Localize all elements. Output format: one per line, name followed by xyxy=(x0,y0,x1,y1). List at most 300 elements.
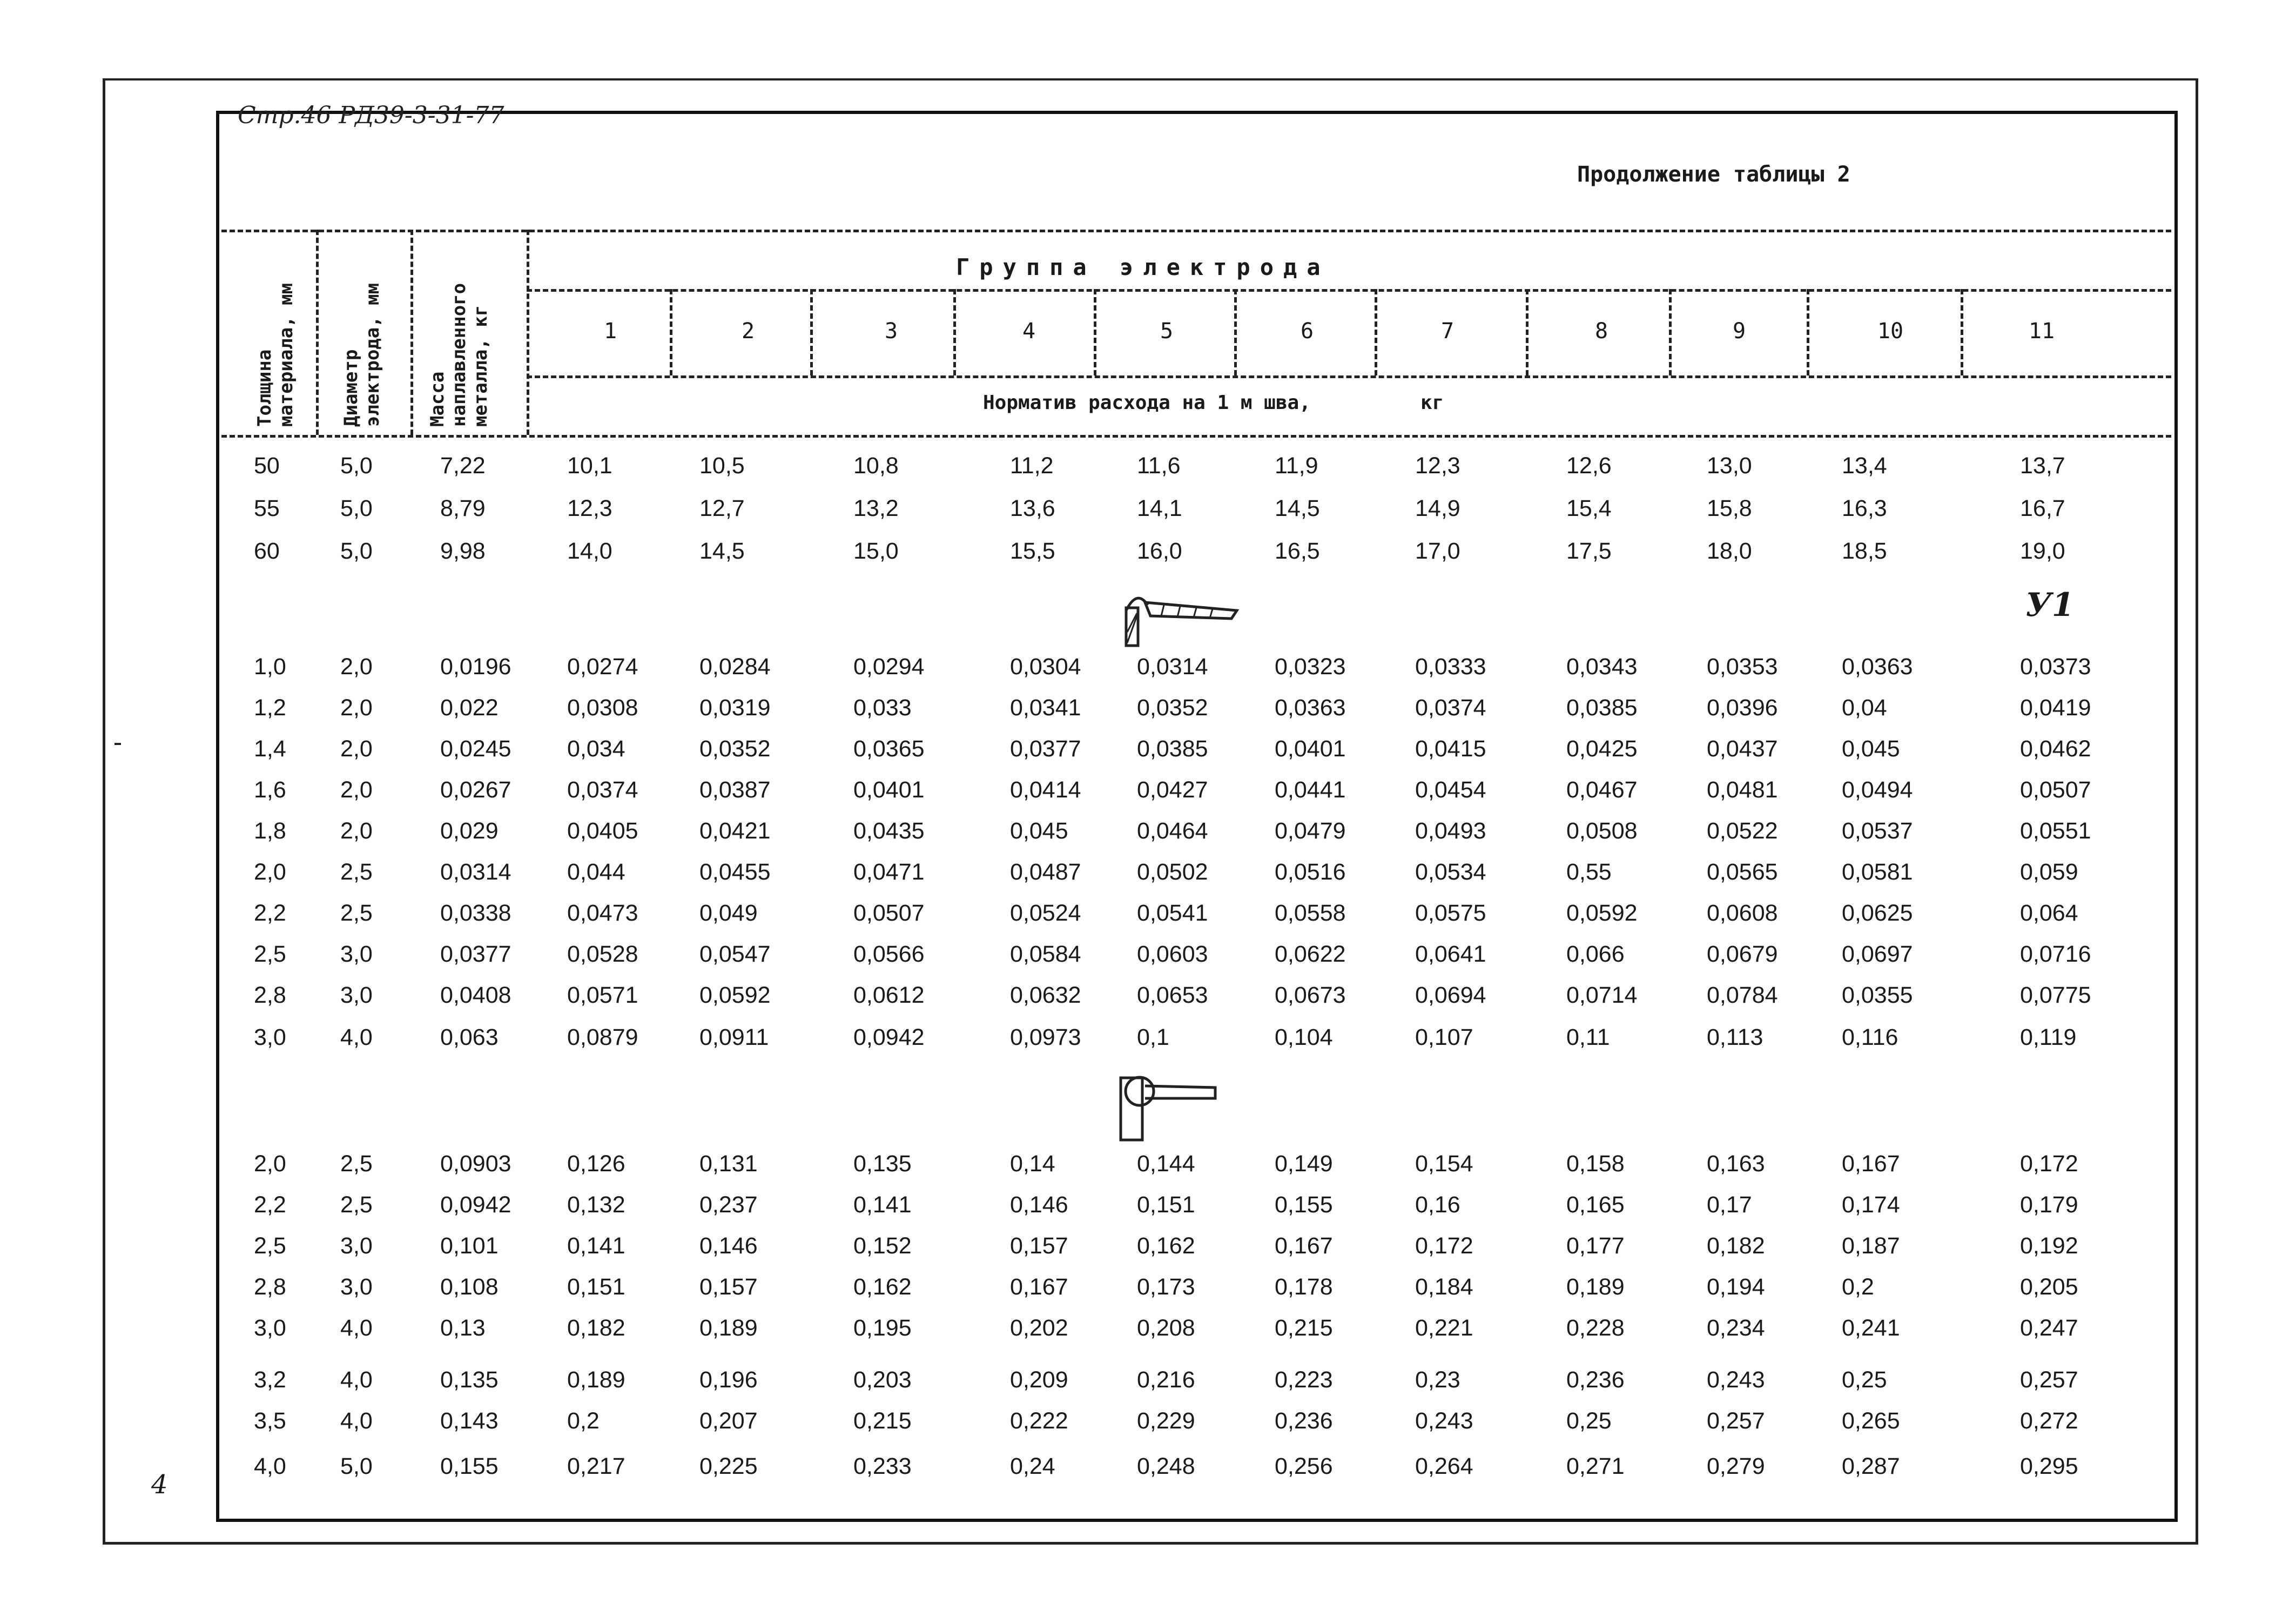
group-number: 9 xyxy=(1732,319,1746,344)
table-cell: 3,0 xyxy=(340,1233,373,1259)
table-cell: 0,0374 xyxy=(567,777,638,803)
table-cell: 0,151 xyxy=(1137,1192,1195,1218)
table-cell: 0,0694 xyxy=(1415,982,1486,1008)
table-cell: 0,182 xyxy=(1707,1233,1765,1259)
table-cell: 0,247 xyxy=(2020,1315,2078,1341)
table-cell: 0,0267 xyxy=(440,777,511,803)
table-cell: 0,207 xyxy=(699,1408,758,1434)
table-cell: 0,154 xyxy=(1415,1151,1473,1177)
table-cell: 0,0622 xyxy=(1275,941,1346,967)
table-cell: 0,0481 xyxy=(1707,777,1778,803)
table-cell: 2,5 xyxy=(340,1192,373,1218)
table-cell: 0,0338 xyxy=(440,900,511,926)
table-cell: 0,059 xyxy=(2020,859,2078,885)
table-cell: 0,0341 xyxy=(1010,695,1081,721)
table-cell: 0,126 xyxy=(567,1151,625,1177)
page-reference: Стр.46 РД39-3-31-77 xyxy=(238,102,504,129)
table-cell: 0,0911 xyxy=(699,1024,769,1050)
table-cell: 11,6 xyxy=(1137,453,1181,479)
header-top-line xyxy=(221,230,2171,232)
table-cell: 11,2 xyxy=(1010,453,1054,479)
table-cell: 60 xyxy=(254,538,280,564)
table-cell: 0,0455 xyxy=(699,859,771,885)
table-cell: 3,0 xyxy=(340,1274,373,1300)
table-cell: 0,0401 xyxy=(853,777,925,803)
table-cell: 0,25 xyxy=(1566,1408,1612,1434)
table-cell: 0,0352 xyxy=(699,736,771,762)
table-cell: 0,0373 xyxy=(2020,654,2091,680)
table-cell: 16,7 xyxy=(2020,495,2065,521)
table-cell: 2,0 xyxy=(340,818,373,844)
table-cell: 0,295 xyxy=(2020,1453,2078,1479)
table-cell: 2,5 xyxy=(340,900,373,926)
table-cell: 0,0441 xyxy=(1275,777,1346,803)
table-cell: 0,228 xyxy=(1566,1315,1625,1341)
table-cell: 0,209 xyxy=(1010,1367,1068,1393)
table-cell: 1,0 xyxy=(254,654,286,680)
norm-unit: кг xyxy=(1420,392,1444,414)
table-cell: 0,216 xyxy=(1137,1367,1195,1393)
table-cell: 0,0784 xyxy=(1707,982,1778,1008)
table-cell: 0,0385 xyxy=(1566,695,1638,721)
table-cell: 0,0584 xyxy=(1010,941,1081,967)
table-cell: 0,063 xyxy=(440,1024,499,1050)
table-cell: 50 xyxy=(254,453,280,479)
table-cell: 0,0507 xyxy=(2020,777,2091,803)
table-cell: 0,0566 xyxy=(853,941,925,967)
table-cell: 0,0541 xyxy=(1137,900,1208,926)
table-cell: 18,5 xyxy=(1842,538,1887,564)
table-cell: 0,196 xyxy=(699,1367,758,1393)
table-cell: 0,182 xyxy=(567,1315,625,1341)
table-cell: 0,162 xyxy=(853,1274,912,1300)
table-cell: 0,221 xyxy=(1415,1315,1473,1341)
table-cell: 13,4 xyxy=(1842,453,1887,479)
table-cell: 0,113 xyxy=(1707,1024,1763,1050)
weld-joint-sketch-lap xyxy=(1115,578,1245,648)
table-cell: 2,5 xyxy=(340,1151,373,1177)
table-cell: 0,155 xyxy=(1275,1192,1333,1218)
table-cell: 0,237 xyxy=(699,1192,758,1218)
table-cell: 0,064 xyxy=(2020,900,2078,926)
table-cell: 0,179 xyxy=(2020,1192,2078,1218)
table-cell: 0,17 xyxy=(1707,1192,1752,1218)
table-cell: 0,222 xyxy=(1010,1408,1068,1434)
table-cell: 4,0 xyxy=(340,1315,373,1341)
table-cell: 0,0679 xyxy=(1707,941,1778,967)
table-cell: 0,0714 xyxy=(1566,982,1638,1008)
table-cell: 7,22 xyxy=(440,453,486,479)
table-cell: 0,0314 xyxy=(1137,654,1208,680)
table-cell: 0,177 xyxy=(1566,1233,1625,1259)
table-cell: 0,189 xyxy=(1566,1274,1625,1300)
table-cell: 0,0425 xyxy=(1566,736,1638,762)
table-cell: 0,208 xyxy=(1137,1315,1195,1341)
table-cell: 0,0625 xyxy=(1842,900,1913,926)
table-cell: 1,8 xyxy=(254,818,286,844)
table-cell: 0,0653 xyxy=(1137,982,1208,1008)
table-cell: 0,0308 xyxy=(567,695,638,721)
table-cell: 18,0 xyxy=(1707,538,1752,564)
table-cell: 0,264 xyxy=(1415,1453,1473,1479)
table-cell: 0,192 xyxy=(2020,1233,2078,1259)
table-cell: 14,5 xyxy=(699,538,745,564)
table-cell: 0,0435 xyxy=(853,818,925,844)
table-cell: 0,0942 xyxy=(440,1192,511,1218)
group-number: 5 xyxy=(1160,319,1174,344)
table-cell: 0,0343 xyxy=(1566,654,1638,680)
table-cell: 0,189 xyxy=(699,1315,758,1341)
table-cell: 0,0697 xyxy=(1842,941,1913,967)
table-cell: 0,215 xyxy=(853,1408,912,1434)
table-cell: 0,045 xyxy=(1842,736,1900,762)
table-cell: 12,6 xyxy=(1566,453,1612,479)
table-cell: 0,0879 xyxy=(567,1024,638,1050)
table-cell: 4,0 xyxy=(340,1367,373,1393)
table-cell: 11,9 xyxy=(1275,453,1318,479)
table-cell: 4,0 xyxy=(254,1453,286,1479)
table-cell: 2,5 xyxy=(254,1233,286,1259)
table-cell: 0,149 xyxy=(1275,1151,1333,1177)
table-cell: 0,287 xyxy=(1842,1453,1900,1479)
table-cell: 0,0314 xyxy=(440,859,511,885)
table-cell: 12,7 xyxy=(699,495,745,521)
header-bottom-line xyxy=(221,435,2171,438)
table-cell: 0,0427 xyxy=(1137,777,1208,803)
table-cell: 0,236 xyxy=(1566,1367,1625,1393)
table-cell: 0,0632 xyxy=(1010,982,1081,1008)
table-cell: 0,0571 xyxy=(567,982,638,1008)
table-cell: 14,9 xyxy=(1415,495,1460,521)
weld-joint-sketch-tee xyxy=(1115,1067,1223,1143)
table-cell: 55 xyxy=(254,495,280,521)
table-cell: 0,271 xyxy=(1566,1453,1625,1479)
table-cell: 0,049 xyxy=(699,900,758,926)
table-cell: 13,6 xyxy=(1010,495,1055,521)
table-cell: 16,3 xyxy=(1842,495,1887,521)
table-cell: 0,0487 xyxy=(1010,859,1081,885)
table-cell: 0,144 xyxy=(1137,1151,1195,1177)
table-cell: 5,0 xyxy=(340,1453,373,1479)
table-cell: 0,0419 xyxy=(2020,695,2091,721)
table-cell: 15,8 xyxy=(1707,495,1752,521)
table-cell: 0,0534 xyxy=(1415,859,1486,885)
table-cell: 0,203 xyxy=(853,1367,912,1393)
table-cell: 0,157 xyxy=(699,1274,758,1300)
group-divider xyxy=(1807,289,1809,375)
section-label: У1 xyxy=(2025,586,2075,624)
table-cell: 0,146 xyxy=(1010,1192,1068,1218)
table-cell: 0,163 xyxy=(1707,1151,1765,1177)
table-cell: 0,0608 xyxy=(1707,900,1778,926)
header-divider xyxy=(410,230,413,435)
table-cell: 0,167 xyxy=(1275,1233,1333,1259)
table-cell: 0,243 xyxy=(1415,1408,1473,1434)
table-cell: 0,0415 xyxy=(1415,736,1486,762)
table-cell: 14,1 xyxy=(1137,495,1182,521)
table-cell: 2,0 xyxy=(340,736,373,762)
table-cell: 5,0 xyxy=(340,538,373,564)
table-cell: 0,0581 xyxy=(1842,859,1913,885)
table-cell: 0,0437 xyxy=(1707,736,1778,762)
table-cell: 0,217 xyxy=(567,1453,625,1479)
table-cell: 1,2 xyxy=(254,695,286,721)
table-cell: 10,5 xyxy=(699,453,745,479)
table-cell: 0,0374 xyxy=(1415,695,1486,721)
header-thickness: Толщина материала, мм xyxy=(254,283,297,427)
table-cell: 0,0355 xyxy=(1842,982,1913,1008)
table-cell: 0,0612 xyxy=(853,982,925,1008)
table-cell: 2,2 xyxy=(254,1192,286,1218)
table-cell: 0,178 xyxy=(1275,1274,1333,1300)
table-cell: 5,0 xyxy=(340,453,373,479)
table-cell: 0,0494 xyxy=(1842,777,1913,803)
table-cell: 16,0 xyxy=(1137,538,1182,564)
table-cell: 0,029 xyxy=(440,818,499,844)
table-cell: 0,233 xyxy=(853,1453,912,1479)
table-cell: 15,5 xyxy=(1010,538,1055,564)
table-cell: 0,0592 xyxy=(1566,900,1638,926)
group-title: Группа электрода xyxy=(956,254,1330,280)
header-diameter: Диаметр электрода, мм xyxy=(340,283,383,427)
table-cell: 0,2 xyxy=(1842,1274,1874,1300)
table-cell: 0,16 xyxy=(1415,1192,1460,1218)
table-cell: 0,0471 xyxy=(853,859,925,885)
table-cell: 0,205 xyxy=(2020,1274,2078,1300)
table-cell: 3,0 xyxy=(340,941,373,967)
table-cell: 0,0408 xyxy=(440,982,511,1008)
table-cell: 0,0603 xyxy=(1137,941,1208,967)
group-divider xyxy=(1669,289,1672,375)
table-cell: 0,0377 xyxy=(440,941,511,967)
table-cell: 0,033 xyxy=(853,695,912,721)
table-cell: 0,116 xyxy=(1842,1024,1898,1050)
table-cell: 0,165 xyxy=(1566,1192,1625,1218)
table-cell: 0,0274 xyxy=(567,654,638,680)
table-cell: 0,158 xyxy=(1566,1151,1625,1177)
table-cell: 3,0 xyxy=(254,1024,286,1050)
table-cell: 2,0 xyxy=(340,777,373,803)
table-cell: 0,0565 xyxy=(1707,859,1778,885)
table-cell: 0,2 xyxy=(567,1408,600,1434)
table-cell: 0,0454 xyxy=(1415,777,1486,803)
table-cell: 0,132 xyxy=(567,1192,625,1218)
group-numbers-line xyxy=(527,375,2171,378)
table-cell: 0,194 xyxy=(1707,1274,1765,1300)
table-cell: 0,0716 xyxy=(2020,941,2091,967)
table-cell: 0,101 xyxy=(440,1233,499,1259)
table-cell: 0,034 xyxy=(567,736,625,762)
table-cell: 0,225 xyxy=(699,1453,758,1479)
group-number: 3 xyxy=(884,319,898,344)
group-divider xyxy=(1961,289,1963,375)
table-cell: 0,0365 xyxy=(853,736,925,762)
table-cell: 0,243 xyxy=(1707,1367,1765,1393)
table-cell: 3,5 xyxy=(254,1408,286,1434)
table-cell: 0,0558 xyxy=(1275,900,1346,926)
group-divider xyxy=(1526,289,1529,375)
table-cell: 0,0524 xyxy=(1010,900,1081,926)
table-cell: 0,0333 xyxy=(1415,654,1486,680)
group-divider xyxy=(670,289,672,375)
table-cell: 0,0537 xyxy=(1842,818,1913,844)
table-cell: 16,5 xyxy=(1275,538,1320,564)
table-cell: 13,7 xyxy=(2020,453,2065,479)
table-cell: 0,0353 xyxy=(1707,654,1778,680)
table-cell: 2,0 xyxy=(340,695,373,721)
group-number: 7 xyxy=(1440,319,1455,344)
margin-tick xyxy=(115,743,121,745)
table-cell: 0,172 xyxy=(1415,1233,1473,1259)
group-number: 6 xyxy=(1300,319,1314,344)
table-cell: 0,174 xyxy=(1842,1192,1900,1218)
table-cell: 0,0973 xyxy=(1010,1024,1081,1050)
header-divider xyxy=(527,230,529,435)
margin-handwritten-number: 4 xyxy=(151,1470,168,1500)
table-cell: 1,6 xyxy=(254,777,286,803)
table-cell: 2,5 xyxy=(340,859,373,885)
table-cell: 14,5 xyxy=(1275,495,1320,521)
table-cell: 2,0 xyxy=(340,654,373,680)
table-cell: 0,044 xyxy=(567,859,625,885)
table-cell: 0,0396 xyxy=(1707,695,1778,721)
table-cell: 0,0479 xyxy=(1275,818,1346,844)
table-cell: 0,146 xyxy=(699,1233,758,1259)
table-cell: 0,0352 xyxy=(1137,695,1208,721)
table-cell: 0,108 xyxy=(440,1274,499,1300)
table-cell: 0,0528 xyxy=(567,941,638,967)
table-cell: 0,022 xyxy=(440,695,499,721)
table-cell: 0,0508 xyxy=(1566,818,1638,844)
table-cell: 0,0641 xyxy=(1415,941,1486,967)
group-number: 10 xyxy=(1877,319,1904,344)
table-cell: 0,0405 xyxy=(567,818,638,844)
table-cell: 0,141 xyxy=(853,1192,912,1218)
table-cell: 0,0377 xyxy=(1010,736,1081,762)
table-cell: 0,131 xyxy=(699,1151,758,1177)
table-cell: 0,234 xyxy=(1707,1315,1765,1341)
table-cell: 0,0294 xyxy=(853,654,925,680)
table-cell: 12,3 xyxy=(1415,453,1460,479)
table-cell: 0,223 xyxy=(1275,1367,1333,1393)
table-cell: 10,8 xyxy=(853,453,899,479)
table-cell: 0,0363 xyxy=(1842,654,1913,680)
group-number: 2 xyxy=(741,319,755,344)
table-cell: 2,0 xyxy=(254,859,286,885)
table-cell: 0,265 xyxy=(1842,1408,1900,1434)
table-cell: 0,0493 xyxy=(1415,818,1486,844)
table-cell: 0,256 xyxy=(1275,1453,1333,1479)
table-cell: 0,13 xyxy=(440,1315,486,1341)
table-cell: 4,0 xyxy=(340,1024,373,1050)
table-cell: 0,187 xyxy=(1842,1233,1900,1259)
table-cell: 0,0673 xyxy=(1275,982,1346,1008)
table-cell: 0,104 xyxy=(1275,1024,1333,1050)
table-cell: 0,0547 xyxy=(699,941,771,967)
group-divider xyxy=(1234,289,1237,375)
table-cell: 0,279 xyxy=(1707,1453,1765,1479)
table-cell: 4,0 xyxy=(340,1408,373,1434)
group-divider xyxy=(1094,289,1096,375)
table-cell: 0,0522 xyxy=(1707,818,1778,844)
table-cell: 0,0385 xyxy=(1137,736,1208,762)
table-cell: 0,0592 xyxy=(699,982,771,1008)
table-cell: 0,162 xyxy=(1137,1233,1195,1259)
table-cell: 0,157 xyxy=(1010,1233,1068,1259)
table-cell: 2,5 xyxy=(254,941,286,967)
table-cell: 0,152 xyxy=(853,1233,912,1259)
table-cell: 0,202 xyxy=(1010,1315,1068,1341)
table-cell: 1,4 xyxy=(254,736,286,762)
group-number: 4 xyxy=(1022,319,1036,344)
table-cell: 0,0387 xyxy=(699,777,771,803)
table-cell: 9,98 xyxy=(440,538,486,564)
header-divider xyxy=(316,230,319,435)
table-cell: 0,0551 xyxy=(2020,818,2091,844)
table-cell: 0,14 xyxy=(1010,1151,1055,1177)
table-cell: 0,229 xyxy=(1137,1408,1195,1434)
table-cell: 0,173 xyxy=(1137,1274,1195,1300)
table-cell: 0,236 xyxy=(1275,1408,1333,1434)
table-cell: 19,0 xyxy=(2020,538,2065,564)
table-cell: 0,248 xyxy=(1137,1453,1195,1479)
table-cell: 2,2 xyxy=(254,900,286,926)
table-cell: 8,79 xyxy=(440,495,486,521)
table-cell: 0,0775 xyxy=(2020,982,2091,1008)
table-cell: 0,066 xyxy=(1566,941,1625,967)
table-cell: 0,215 xyxy=(1275,1315,1333,1341)
table-cell: 0,0575 xyxy=(1415,900,1486,926)
table-cell: 0,0942 xyxy=(853,1024,925,1050)
table-cell: 0,143 xyxy=(440,1408,499,1434)
table-cell: 0,0502 xyxy=(1137,859,1208,885)
table-cell: 0,0304 xyxy=(1010,654,1081,680)
table-cell: 0,045 xyxy=(1010,818,1068,844)
table-cell: 0,135 xyxy=(853,1151,912,1177)
table-cell: 13,2 xyxy=(853,495,899,521)
table-cell: 0,257 xyxy=(2020,1367,2078,1393)
table-cell: 0,0323 xyxy=(1275,654,1346,680)
table-cell: 0,11 xyxy=(1566,1024,1610,1050)
table-cell: 0,0414 xyxy=(1010,777,1081,803)
table-cell: 0,167 xyxy=(1010,1274,1068,1300)
table-cell: 0,184 xyxy=(1415,1274,1473,1300)
table-cell: 0,155 xyxy=(440,1453,499,1479)
table-cell: 0,0473 xyxy=(567,900,638,926)
table-cell: 0,0507 xyxy=(853,900,925,926)
table-cell: 0,172 xyxy=(2020,1151,2078,1177)
table-cell: 14,0 xyxy=(567,538,612,564)
table-cell: 5,0 xyxy=(340,495,373,521)
table-cell: 0,0401 xyxy=(1275,736,1346,762)
table-cell: 3,0 xyxy=(340,982,373,1008)
table-cell: 0,0363 xyxy=(1275,695,1346,721)
group-number: 8 xyxy=(1594,319,1608,344)
table-cell: 3,2 xyxy=(254,1367,286,1393)
group-divider xyxy=(810,289,813,375)
table-cell: 0,0284 xyxy=(699,654,771,680)
table-cell: 0,0516 xyxy=(1275,859,1346,885)
table-cell: 2,8 xyxy=(254,1274,286,1300)
table-cell: 17,5 xyxy=(1566,538,1612,564)
group-divider xyxy=(1375,289,1377,375)
table-cell: 15,0 xyxy=(853,538,899,564)
table-cell: 0,0462 xyxy=(2020,736,2091,762)
table-cell: 15,4 xyxy=(1566,495,1612,521)
table-cell: 17,0 xyxy=(1415,538,1460,564)
table-cell: 0,119 xyxy=(2020,1024,2077,1050)
table-cell: 0,0245 xyxy=(440,736,511,762)
